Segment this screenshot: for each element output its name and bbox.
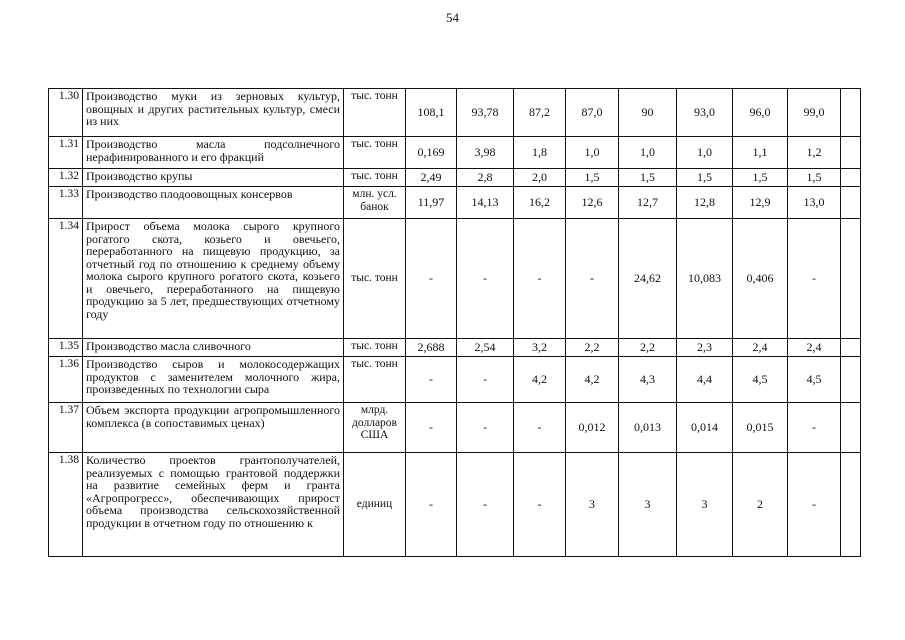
value-cell: 12,7 [619,187,677,219]
row-description: Производство крупы [83,169,344,187]
row-unit: тыс. тонн [344,357,406,403]
row-number: 1.30 [49,89,83,137]
row-unit: тыс. тонн [344,89,406,137]
value-cell: 1,2 [788,137,841,169]
value-cell: 87,2 [514,89,566,137]
table-row [49,187,861,219]
value-cell: 0,014 [677,403,733,453]
value-cell: - [788,403,841,453]
value-cell: 2,3 [677,339,733,357]
value-cell: 2,4 [733,339,788,357]
value-cell: 4,5 [788,357,841,403]
table-row [49,453,861,557]
value-cell: 0,015 [733,403,788,453]
empty-cell [841,357,861,403]
row-unit: тыс. тонн [344,339,406,357]
empty-cell [841,169,861,187]
row-description: Производство плодоовощных консервов [83,187,344,219]
row-description: Производство масла подсолнечного нерафинированного и его фракций [83,137,344,169]
value-cell: 108,1 [406,89,457,137]
table-row [49,357,861,403]
value-cell: 1,5 [566,169,619,187]
row-description: Объем экспорта продукции агропромышленного комплекса (в сопоставимых ценах) [83,403,344,453]
value-cell: 1,5 [788,169,841,187]
value-cell: 1,5 [677,169,733,187]
value-cell: - [406,453,457,557]
value-cell: 93,78 [457,89,514,137]
value-cell: 14,13 [457,187,514,219]
row-description: Количество проектов грантополучателей, реализуемых с помощью грантовой поддержки на развитие семейных ферм и гранта «Агропрогресс», обеспечивающих прирост объема производства сельскохозяйственной продукции в отчетном году по отношению к [83,453,344,557]
value-cell: 1,0 [677,137,733,169]
row-unit: млрд. долларов США [344,403,406,453]
value-cell: 0,012 [566,403,619,453]
value-cell: 3,2 [514,339,566,357]
value-cell: 2,49 [406,169,457,187]
row-unit: тыс. тонн [344,137,406,169]
value-cell: 3 [566,453,619,557]
value-cell: 90 [619,89,677,137]
value-cell: 1,5 [619,169,677,187]
value-cell: - [566,219,619,339]
empty-cell [841,89,861,137]
row-description: Производство муки из зерновых культур, овощных и других растительных культур, смеси из них [83,89,344,137]
value-cell: - [457,453,514,557]
page-number: 54 [446,10,459,25]
row-unit: тыс. тонн [344,169,406,187]
value-cell: - [514,219,566,339]
row-number: 1.37 [49,403,83,453]
empty-cell [841,187,861,219]
value-cell: 12,8 [677,187,733,219]
value-cell: 12,9 [733,187,788,219]
value-cell: 3 [677,453,733,557]
row-number: 1.31 [49,137,83,169]
row-number: 1.35 [49,339,83,357]
value-cell: 10,083 [677,219,733,339]
value-cell: 96,0 [733,89,788,137]
value-cell: 3 [619,453,677,557]
value-cell: - [406,403,457,453]
table-row [49,403,861,453]
value-cell: - [406,357,457,403]
empty-cell [841,403,861,453]
value-cell: 4,3 [619,357,677,403]
value-cell: 1,5 [733,169,788,187]
value-cell: - [457,219,514,339]
row-number: 1.38 [49,453,83,557]
value-cell: 1,1 [733,137,788,169]
value-cell: 2,54 [457,339,514,357]
table-row [49,89,861,137]
empty-cell [841,219,861,339]
value-cell: 99,0 [788,89,841,137]
value-cell: 0,013 [619,403,677,453]
table-row [49,219,861,339]
value-cell: - [514,403,566,453]
value-cell: 11,97 [406,187,457,219]
value-cell: 2,0 [514,169,566,187]
value-cell: 3,98 [457,137,514,169]
row-number: 1.36 [49,357,83,403]
row-unit: млн. усл. банок [344,187,406,219]
row-description: Прирост объема молока сырого крупного рогатого скота, козьего и овечьего, переработанного на пищевую продукцию, за отчетный год по отношению к среднему объему молока сырого крупного рогатого скота, козьего и овечьего, переработанного на пищевую продукцию за 5 лет, предшествующих отчетному году [83,219,344,339]
value-cell: 2,8 [457,169,514,187]
empty-cell [841,339,861,357]
row-description: Производство масла сливочного [83,339,344,357]
value-cell: 0,406 [733,219,788,339]
table-row [49,339,861,357]
row-number: 1.32 [49,169,83,187]
value-cell: 1,8 [514,137,566,169]
value-cell: - [514,453,566,557]
value-cell: 12,6 [566,187,619,219]
row-unit: тыс. тонн [344,219,406,339]
value-cell: 0,169 [406,137,457,169]
value-cell: 4,4 [677,357,733,403]
value-cell: 1,0 [619,137,677,169]
row-unit: единиц [344,453,406,557]
value-cell: 16,2 [514,187,566,219]
value-cell: 2 [733,453,788,557]
value-cell: 87,0 [566,89,619,137]
value-cell: 1,0 [566,137,619,169]
value-cell: 2,4 [788,339,841,357]
row-number: 1.34 [49,219,83,339]
value-cell: 93,0 [677,89,733,137]
value-cell: 2,688 [406,339,457,357]
value-cell: 2,2 [619,339,677,357]
value-cell: - [788,219,841,339]
value-cell: 2,2 [566,339,619,357]
empty-cell [841,453,861,557]
value-cell: 4,2 [514,357,566,403]
value-cell: 13,0 [788,187,841,219]
row-description: Производство сыров и молокосодержащих продуктов с заменителем молочного жира, произведенных по технологии сыра [83,357,344,403]
value-cell: 4,2 [566,357,619,403]
value-cell: 24,62 [619,219,677,339]
value-cell: - [788,453,841,557]
value-cell: - [406,219,457,339]
table-row [49,137,861,169]
indicators-table [48,88,861,557]
value-cell: 4,5 [733,357,788,403]
value-cell: - [457,403,514,453]
table-row [49,169,861,187]
value-cell: - [457,357,514,403]
empty-cell [841,137,861,169]
row-number: 1.33 [49,187,83,219]
